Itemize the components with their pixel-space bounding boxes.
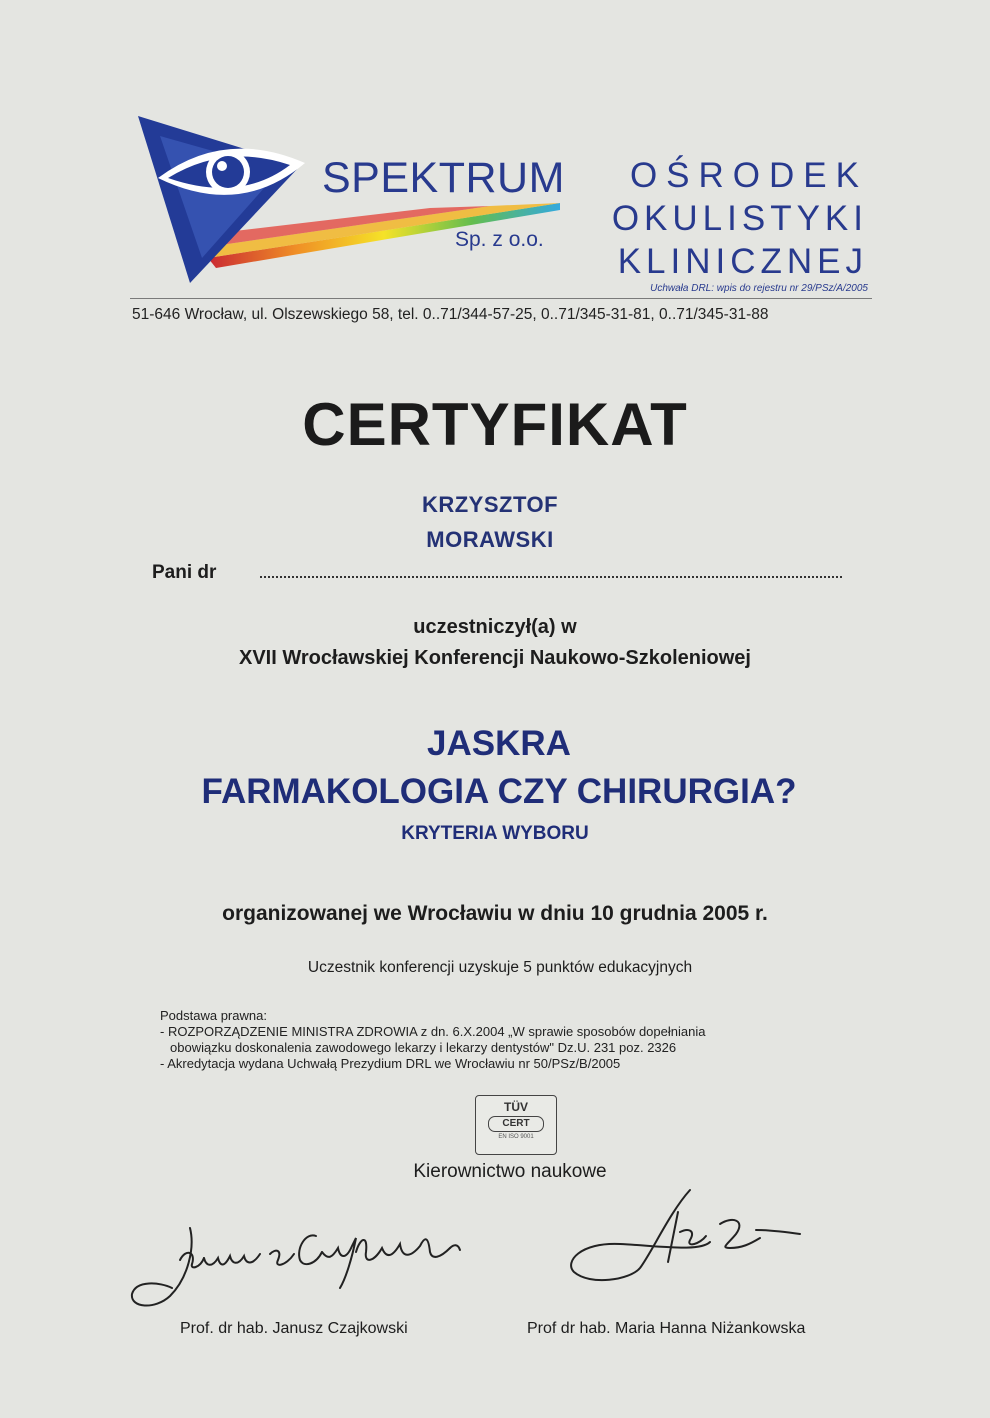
brand-name: SPEKTRUM	[322, 154, 565, 202]
topic-line1: JASKRA	[427, 724, 571, 763]
legal-basis	[160, 1008, 705, 1072]
topic-line2: FARMAKOLOGIA CZY CHIRURGIA?	[201, 772, 797, 811]
center-name-line2: OKULISTYKI	[611, 199, 868, 238]
header-divider	[130, 298, 872, 299]
certificate-title: CERTYFIKAT	[302, 391, 688, 458]
registry-note: Uchwała DRL: wpis do rejestru nr 29/PSz/A/2005	[650, 283, 868, 294]
salutation: Pani dr	[152, 562, 217, 583]
tuv-logo-bottom: EN ISO 9001	[498, 1134, 534, 1140]
center-name-line3: KLINICZNEJ	[617, 242, 868, 281]
legal-item2: - Akredytacja wydana Uchwałą Prezydium DRL we Wrocławiu nr 50/PSz/B/2005	[160, 1056, 621, 1071]
organized-text: organizowanej we Wrocławiu w dniu 10 grudnia 2005 r.	[222, 902, 768, 925]
participation-text: uczestniczył(a) w	[413, 616, 577, 638]
points-text: Uczestnik konferencji uzyskuje 5 punktów edukacyjnych	[307, 959, 693, 976]
tuv-logo-middle: CERT	[488, 1116, 544, 1132]
legal-item1-line2: obowiązku doskonalenia zawodowego lekarzy i lekarzy dentystów" Dz.U. 231 poz. 2326	[170, 1040, 677, 1055]
recipient-first-name: KRZYSZTOF	[421, 492, 559, 517]
center-name-line1: OŚRODEK	[629, 156, 868, 195]
signer1-name: Prof. dr hab. Janusz Czajkowski	[180, 1320, 408, 1337]
legal-heading: Podstawa prawna:	[160, 1008, 267, 1023]
topic-line3: KRYTERIA WYBORU	[401, 823, 589, 844]
recipient-last-name: MORAWSKI	[426, 527, 554, 552]
signer2-name: Prof dr hab. Maria Hanna Niżankowska	[527, 1320, 806, 1337]
brand-subtitle: Sp. z o.o.	[455, 228, 544, 251]
conference-name: XVII Wrocławskiej Konferencji Naukowo-Szkoleniowej	[239, 647, 751, 669]
tuv-cert-logo-icon	[475, 1095, 557, 1155]
legal-item1-line1: - ROZPORZĄDZENIE MINISTRA ZDROWIA z dn. 6.X.2004 „W sprawie sposobów dopełniania	[160, 1024, 706, 1039]
tuv-logo-top: TÜV	[504, 1100, 528, 1114]
name-dotted-line	[260, 576, 842, 578]
signature-czajkowski-icon	[120, 1208, 480, 1318]
address-line: 51-646 Wrocław, ul. Olszewskiego 58, tel. 0..71/344-57-25, 0..71/345-31-81, 0..71/345-31-88	[132, 306, 769, 323]
signature-nizankowska-icon	[560, 1182, 810, 1302]
leadership-heading: Kierownictwo naukowe	[413, 1161, 607, 1182]
